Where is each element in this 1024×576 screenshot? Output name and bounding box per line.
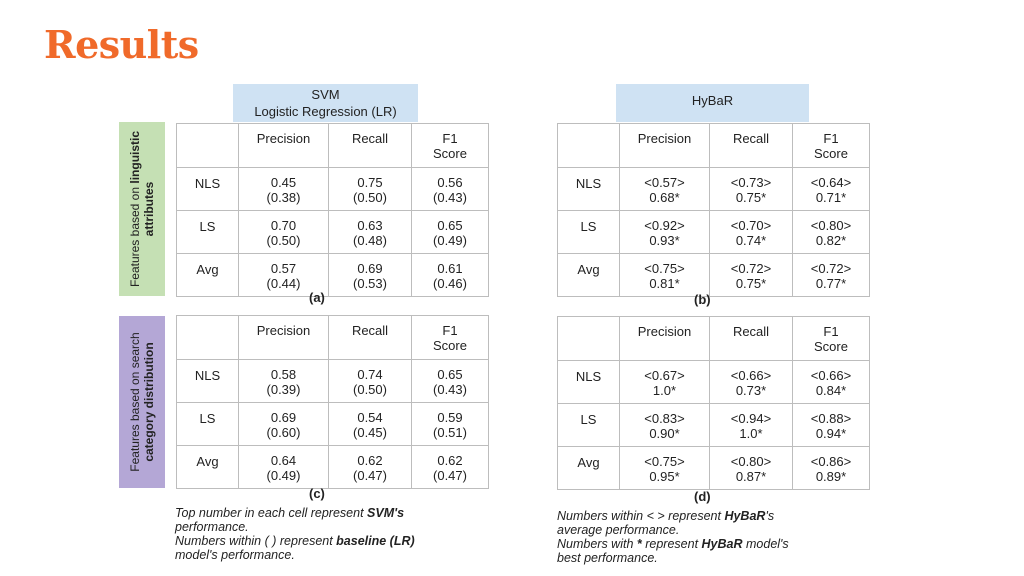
value-bottom: (0.51) — [433, 425, 467, 440]
value-top: <0.72> — [810, 261, 852, 276]
side-label-search-category — [119, 316, 165, 488]
value-top: <0.80> — [730, 454, 772, 469]
note-right-line4: best performance. — [557, 551, 658, 565]
value-cell — [239, 446, 329, 489]
value-cell — [329, 211, 412, 254]
value-top: <0.67> — [644, 368, 685, 383]
side-label-linguistic-bold: linguistic — [128, 130, 142, 184]
table-row — [558, 211, 870, 254]
value-cell — [239, 360, 329, 403]
note-right-star: * — [636, 537, 642, 551]
col-header-f1-label: F1 — [823, 324, 839, 339]
col-header-precision-label: Precision — [637, 131, 692, 146]
note-left-line3: Numbers within ( ) represent — [175, 534, 337, 548]
col-header-precision-label: Precision — [637, 324, 692, 339]
note-left-line1: Top number in each cell represent — [175, 506, 368, 520]
table-row — [558, 254, 870, 297]
col-header-f1-label: F1 — [442, 323, 458, 338]
value-top: <0.66> — [730, 368, 772, 383]
table-row — [177, 254, 489, 297]
row-label: Avg — [558, 447, 620, 490]
value-bottom: (0.46) — [433, 276, 467, 291]
row-label: NLS — [558, 168, 620, 211]
col-header-precision — [239, 316, 329, 360]
note-left-line4: model's performance. — [175, 548, 295, 562]
side-label-search-bold: category distribution — [142, 342, 156, 462]
value-cell — [239, 168, 329, 211]
row-label: Avg — [558, 254, 620, 297]
table-row — [558, 447, 870, 490]
notes-right — [557, 509, 887, 565]
value-bottom: 0.95* — [649, 469, 680, 484]
col-header-score-label: Score — [433, 338, 467, 353]
value-cell — [239, 403, 329, 446]
col-header-precision — [620, 317, 710, 361]
header-row — [558, 317, 870, 361]
col-header-f1 — [412, 124, 489, 168]
value-top: <0.75> — [644, 261, 685, 276]
value-top: <0.83> — [644, 411, 685, 426]
svm-header-label: SVM — [311, 87, 340, 102]
col-header-recall — [710, 124, 793, 168]
value-cell — [793, 404, 870, 447]
corner-cell — [177, 316, 239, 360]
table-row — [558, 361, 870, 404]
col-header-recall-label: Recall — [351, 323, 389, 338]
table-row — [558, 168, 870, 211]
results-table-b — [557, 123, 870, 297]
header-row — [177, 124, 489, 168]
value-top: <0.92> — [644, 218, 685, 233]
value-cell — [329, 360, 412, 403]
side-label-linguistic — [119, 122, 165, 296]
value-top: <0.70> — [730, 218, 772, 233]
value-cell — [329, 168, 412, 211]
value-top: 0.56 — [437, 175, 463, 190]
note-right-model: model's — [742, 537, 789, 551]
table-row — [177, 168, 489, 211]
value-bottom: 0.82* — [815, 233, 847, 248]
value-bottom: 0.87* — [735, 469, 767, 484]
value-top: 0.62 — [437, 453, 463, 468]
col-header-f1-label: F1 — [442, 131, 458, 146]
col-header-recall — [329, 316, 412, 360]
value-cell — [412, 446, 489, 489]
value-bottom: 0.75* — [735, 276, 767, 291]
value-bottom: 0.77* — [815, 276, 847, 291]
caption-d: (d) — [694, 489, 711, 504]
value-top: <0.64> — [810, 175, 852, 190]
value-cell — [620, 404, 710, 447]
value-cell — [412, 254, 489, 297]
value-top: 0.69 — [357, 261, 383, 276]
row-label: LS — [558, 404, 620, 447]
note-right-line2: average performance. — [557, 523, 680, 537]
col-header-score-label: Score — [814, 339, 848, 354]
value-top: 0.75 — [357, 175, 383, 190]
value-cell — [329, 446, 412, 489]
value-top: <0.57> — [644, 175, 685, 190]
value-cell — [239, 211, 329, 254]
note-right-line1: Numbers within < > represent — [557, 509, 725, 523]
row-label: LS — [177, 211, 239, 254]
row-label: NLS — [558, 361, 620, 404]
value-top: 0.63 — [357, 218, 383, 233]
value-cell — [793, 168, 870, 211]
value-bottom: 0.81* — [649, 276, 680, 291]
header-row — [558, 124, 870, 168]
note-left-svm: SVM's — [367, 506, 405, 520]
value-top: 0.62 — [357, 453, 383, 468]
side-label-linguistic-line2: attributes — [142, 181, 156, 237]
value-cell — [710, 254, 793, 297]
table-row — [558, 404, 870, 447]
value-cell — [412, 403, 489, 446]
value-bottom: (0.43) — [433, 190, 467, 205]
col-header-recall-label: Recall — [732, 324, 770, 339]
col-header-recall — [329, 124, 412, 168]
value-top: 0.61 — [437, 261, 463, 276]
svm-lr-header — [233, 84, 418, 122]
caption-b: (b) — [694, 292, 711, 307]
results-table-c — [176, 315, 489, 489]
value-cell — [793, 254, 870, 297]
header-row — [177, 316, 489, 360]
note-left-baseline: baseline (LR) — [336, 534, 415, 548]
value-cell — [412, 211, 489, 254]
value-cell — [710, 361, 793, 404]
note-right-line3: Numbers with — [557, 537, 637, 551]
value-bottom: (0.50) — [266, 233, 301, 248]
value-bottom: 0.89* — [815, 469, 847, 484]
value-bottom: (0.47) — [353, 468, 387, 483]
value-bottom: (0.45) — [353, 425, 387, 440]
value-bottom: 0.74* — [735, 233, 767, 248]
value-top: 0.57 — [270, 261, 297, 276]
caption-a: (a) — [309, 290, 325, 305]
value-bottom: 0.73* — [735, 383, 767, 398]
value-cell — [620, 254, 710, 297]
value-cell — [620, 168, 710, 211]
lr-header-label: Logistic Regression (LR) — [254, 104, 397, 119]
value-cell — [620, 211, 710, 254]
corner-cell — [558, 317, 620, 361]
value-bottom: 0.93* — [649, 233, 680, 248]
value-bottom: (0.43) — [433, 382, 467, 397]
value-top: 0.74 — [357, 367, 383, 382]
value-top: <0.73> — [730, 175, 772, 190]
value-top: 0.70 — [270, 218, 297, 233]
notes-left — [175, 506, 505, 562]
results-table-a — [176, 123, 489, 297]
side-label-search-text: Features based on search — [128, 332, 142, 472]
col-header-score-label: Score — [814, 146, 848, 161]
value-bottom: (0.47) — [433, 468, 467, 483]
row-label: Avg — [177, 254, 239, 297]
value-top: <0.72> — [730, 261, 772, 276]
col-header-precision — [620, 124, 710, 168]
col-header-recall — [710, 317, 793, 361]
value-top: <0.94> — [730, 411, 772, 426]
value-bottom: (0.49) — [433, 233, 467, 248]
value-bottom: 1.0* — [739, 426, 763, 441]
value-top: <0.75> — [644, 454, 685, 469]
value-cell — [329, 403, 412, 446]
value-cell — [710, 168, 793, 211]
hybar-header-label: HyBaR — [691, 93, 734, 108]
note-right-represent: represent — [641, 537, 702, 551]
row-label: NLS — [177, 168, 239, 211]
value-top: 0.45 — [270, 175, 297, 190]
value-cell — [710, 404, 793, 447]
slide-title: Results — [44, 22, 199, 67]
table-row — [177, 446, 489, 489]
value-cell — [412, 168, 489, 211]
note-right-possessive: 's — [765, 509, 775, 523]
value-cell — [710, 211, 793, 254]
value-bottom: 1.0* — [652, 383, 677, 398]
corner-cell — [558, 124, 620, 168]
value-top: 0.69 — [270, 410, 297, 425]
col-header-f1 — [793, 317, 870, 361]
value-top: 0.64 — [270, 453, 297, 468]
row-label: NLS — [177, 360, 239, 403]
value-bottom: (0.50) — [353, 190, 387, 205]
value-bottom: (0.44) — [266, 276, 301, 291]
row-label: LS — [177, 403, 239, 446]
value-cell — [793, 361, 870, 404]
value-cell — [710, 447, 793, 490]
value-bottom: (0.48) — [353, 233, 387, 248]
col-header-f1 — [793, 124, 870, 168]
value-bottom: (0.39) — [266, 382, 301, 397]
corner-cell — [177, 124, 239, 168]
table-row — [177, 211, 489, 254]
value-cell — [793, 447, 870, 490]
note-left-line2: performance. — [175, 520, 249, 534]
col-header-precision-label: Precision — [256, 323, 311, 338]
note-right-hybar: HyBaR — [724, 509, 766, 523]
hybar-header — [616, 84, 809, 122]
col-header-recall-label: Recall — [732, 131, 770, 146]
value-top: <0.80> — [810, 218, 852, 233]
value-top: 0.65 — [437, 367, 463, 382]
value-bottom: (0.50) — [353, 382, 387, 397]
col-header-f1-label: F1 — [823, 131, 839, 146]
col-header-precision-label: Precision — [256, 131, 311, 146]
col-header-score-label: Score — [433, 146, 467, 161]
value-top: <0.86> — [810, 454, 852, 469]
col-header-f1 — [412, 316, 489, 360]
value-top: 0.58 — [270, 367, 297, 382]
col-header-precision — [239, 124, 329, 168]
value-bottom: 0.71* — [815, 190, 847, 205]
value-bottom: (0.53) — [353, 276, 387, 291]
value-top: 0.54 — [357, 410, 383, 425]
caption-c: (c) — [309, 486, 325, 501]
value-top: <0.88> — [810, 411, 852, 426]
value-bottom: (0.49) — [266, 468, 301, 483]
value-cell — [620, 361, 710, 404]
value-cell — [620, 447, 710, 490]
value-bottom: 0.94* — [815, 426, 847, 441]
value-bottom: (0.60) — [266, 425, 301, 440]
results-table-d — [557, 316, 870, 490]
value-cell — [329, 254, 412, 297]
table-row — [177, 403, 489, 446]
value-bottom: (0.38) — [266, 190, 301, 205]
value-top: <0.66> — [810, 368, 852, 383]
value-bottom: 0.84* — [815, 383, 847, 398]
table-row — [177, 360, 489, 403]
row-label: LS — [558, 211, 620, 254]
value-top: 0.65 — [437, 218, 463, 233]
value-bottom: 0.68* — [649, 190, 680, 205]
value-top: 0.59 — [437, 410, 463, 425]
value-bottom: 0.75* — [735, 190, 767, 205]
row-label: Avg — [177, 446, 239, 489]
value-cell — [412, 360, 489, 403]
value-bottom: 0.90* — [649, 426, 680, 441]
side-label-linguistic-text: Features based on — [128, 186, 142, 288]
note-right-hybar-2: HyBaR — [701, 537, 743, 551]
value-cell — [793, 211, 870, 254]
col-header-recall-label: Recall — [351, 131, 389, 146]
